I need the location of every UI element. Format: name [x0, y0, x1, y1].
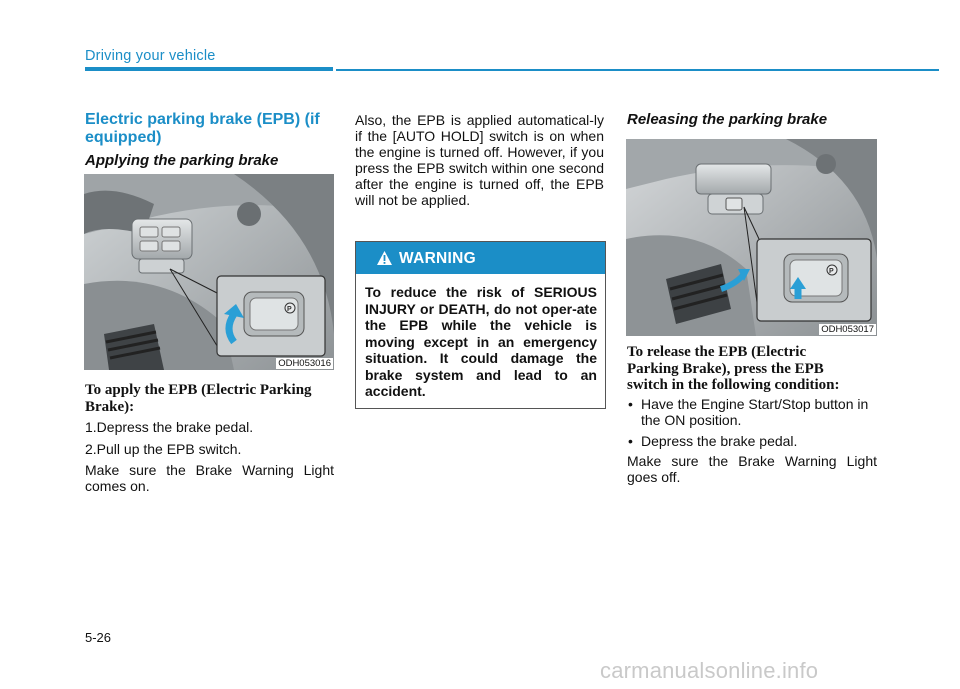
release-conditions [627, 396, 877, 449]
svg-text:P: P [287, 306, 292, 313]
svg-text:P: P [829, 268, 834, 275]
header-rule-thick [85, 67, 333, 71]
release-intro: To release the EPB (Electric Parking Brake), press the EPB switch in the following condition: [627, 344, 840, 393]
auto-hold-text: Also, the EPB is applied automatical-ly if the [AUTO HOLD] switch is on when the engine is turned off. However, if you press the EPB switch within one second after the engine is turned off, the EPB will not be applied. [355, 112, 604, 208]
dashboard-illustration-release [626, 139, 877, 336]
figure-code-apply: ODH053016 [278, 358, 331, 369]
figure-release-epb [626, 139, 877, 336]
list-item: • Have the Engine Start/Stop button in the ON position. [627, 396, 877, 428]
figure-code-release: ODH053017 [821, 324, 874, 335]
step-1: 1.Depress the brake pedal. [85, 419, 254, 435]
release-note: Make sure the Brake Warning Light goes off. [627, 453, 877, 485]
watermark: carmanualsonline.info [600, 658, 819, 683]
step-2: 2.Pull up the EPB switch. [85, 441, 242, 457]
apply-note: Make sure the Brake Warning Light comes on. [85, 462, 334, 494]
heading-applying: Applying the parking brake [85, 152, 279, 169]
warning-text: To reduce the risk of SERIOUS INJURY or DEATH, do not oper-ate the EPB while the vehicle is moving except in an emergency situation. It could damage the brake system and lead to an accident. [365, 284, 597, 399]
warning-triangle-icon [376, 250, 393, 266]
heading-epb: Electric parking brake (EPB) (if equipped) [85, 111, 320, 146]
list-item: • Depress the brake pedal. [627, 433, 877, 449]
apply-intro: To apply the EPB (Electric Parking Brake): [85, 382, 312, 415]
figure-apply-epb [84, 174, 334, 370]
dashboard-illustration-apply [84, 174, 334, 370]
heading-releasing: Releasing the parking brake [627, 111, 828, 128]
page-number: 5-26 [85, 630, 112, 645]
warning-header [356, 242, 605, 274]
warning-title: WARNING [399, 250, 477, 267]
warning-box [355, 241, 606, 409]
section-title: Driving your vehicle [85, 48, 216, 64]
header-rule-thin [336, 69, 939, 71]
